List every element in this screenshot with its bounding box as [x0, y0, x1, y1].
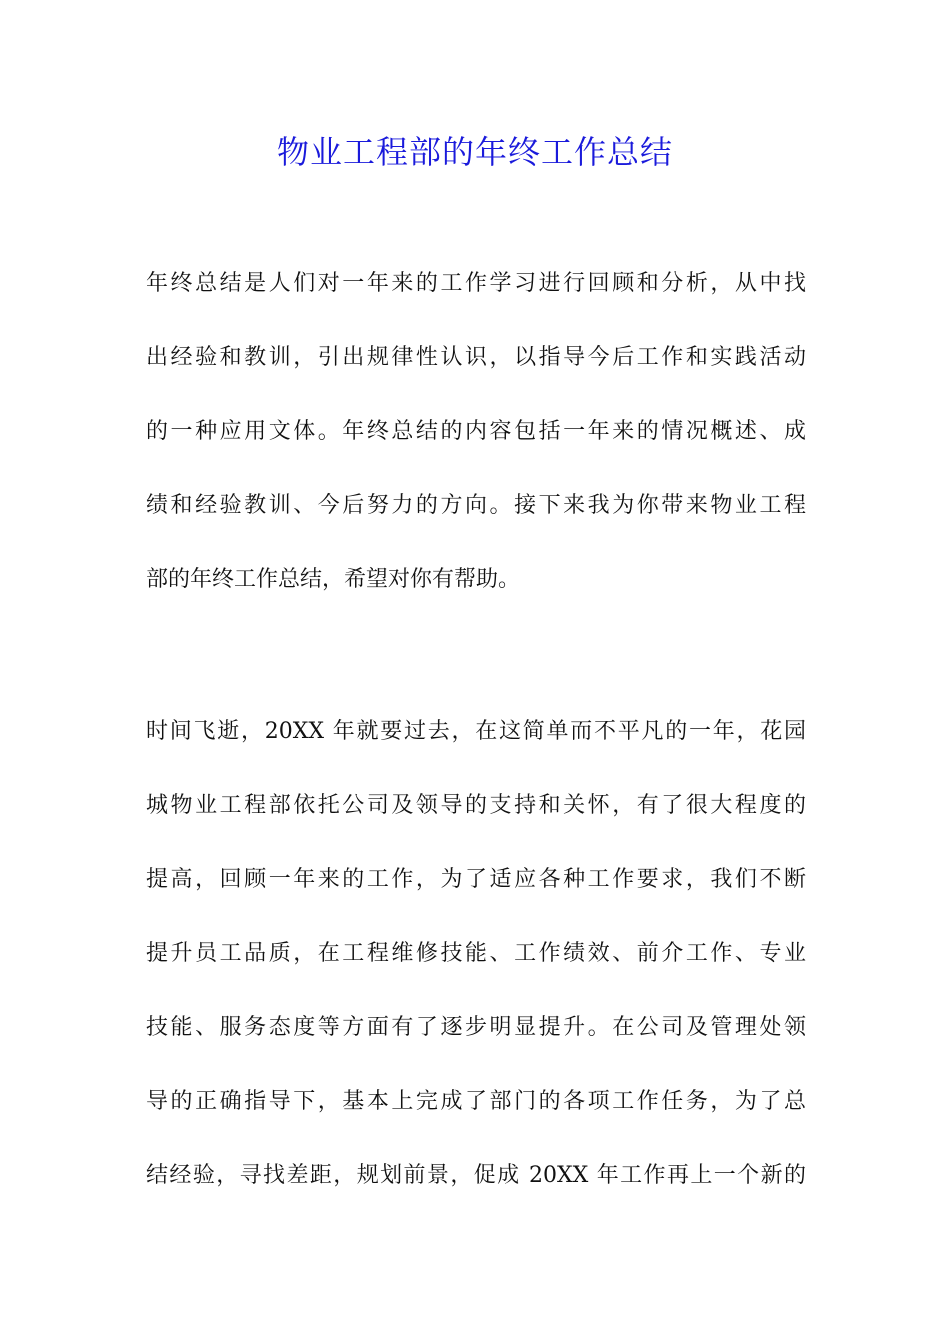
text-line: 时间飞逝，20XX 年就要过去，在这简单而不平凡的一年，花园: [146, 719, 806, 744]
text-line: 绩和经验教训、今后努力的方向。接下来我为你带来物业工程: [146, 493, 806, 518]
paragraph-body: [146, 695, 806, 1213]
text-line: 结经验，寻找差距，规划前景，促成 20XX 年工作再上一个新的: [146, 1163, 806, 1188]
text-line: 出经验和教训，引出规律性认识，以指导今后工作和实践活动: [146, 345, 806, 370]
text-line: 提升员工品质，在工程维修技能、工作绩效、前介工作、专业: [146, 941, 806, 966]
text-line: 提高，回顾一年来的工作，为了适应各种工作要求，我们不断: [146, 867, 806, 892]
text-line: 城物业工程部依托公司及领导的支持和关怀，有了很大程度的: [146, 793, 806, 818]
text-line: 的一种应用文体。年终总结的内容包括一年来的情况概述、成: [146, 419, 806, 444]
text-line: 部的年终工作总结，希望对你有帮助。: [146, 567, 521, 592]
document-title: 物业工程部的年终工作总结: [276, 133, 673, 171]
text-line: 技能、服务态度等方面有了逐步明显提升。在公司及管理处领: [146, 1015, 806, 1040]
text-line: 导的正确指导下，基本上完成了部门的各项工作任务，为了总: [146, 1089, 806, 1114]
text-line: 年终总结是人们对一年来的工作学习进行回顾和分析，从中找: [146, 271, 806, 296]
paragraph-intro: [146, 247, 806, 617]
